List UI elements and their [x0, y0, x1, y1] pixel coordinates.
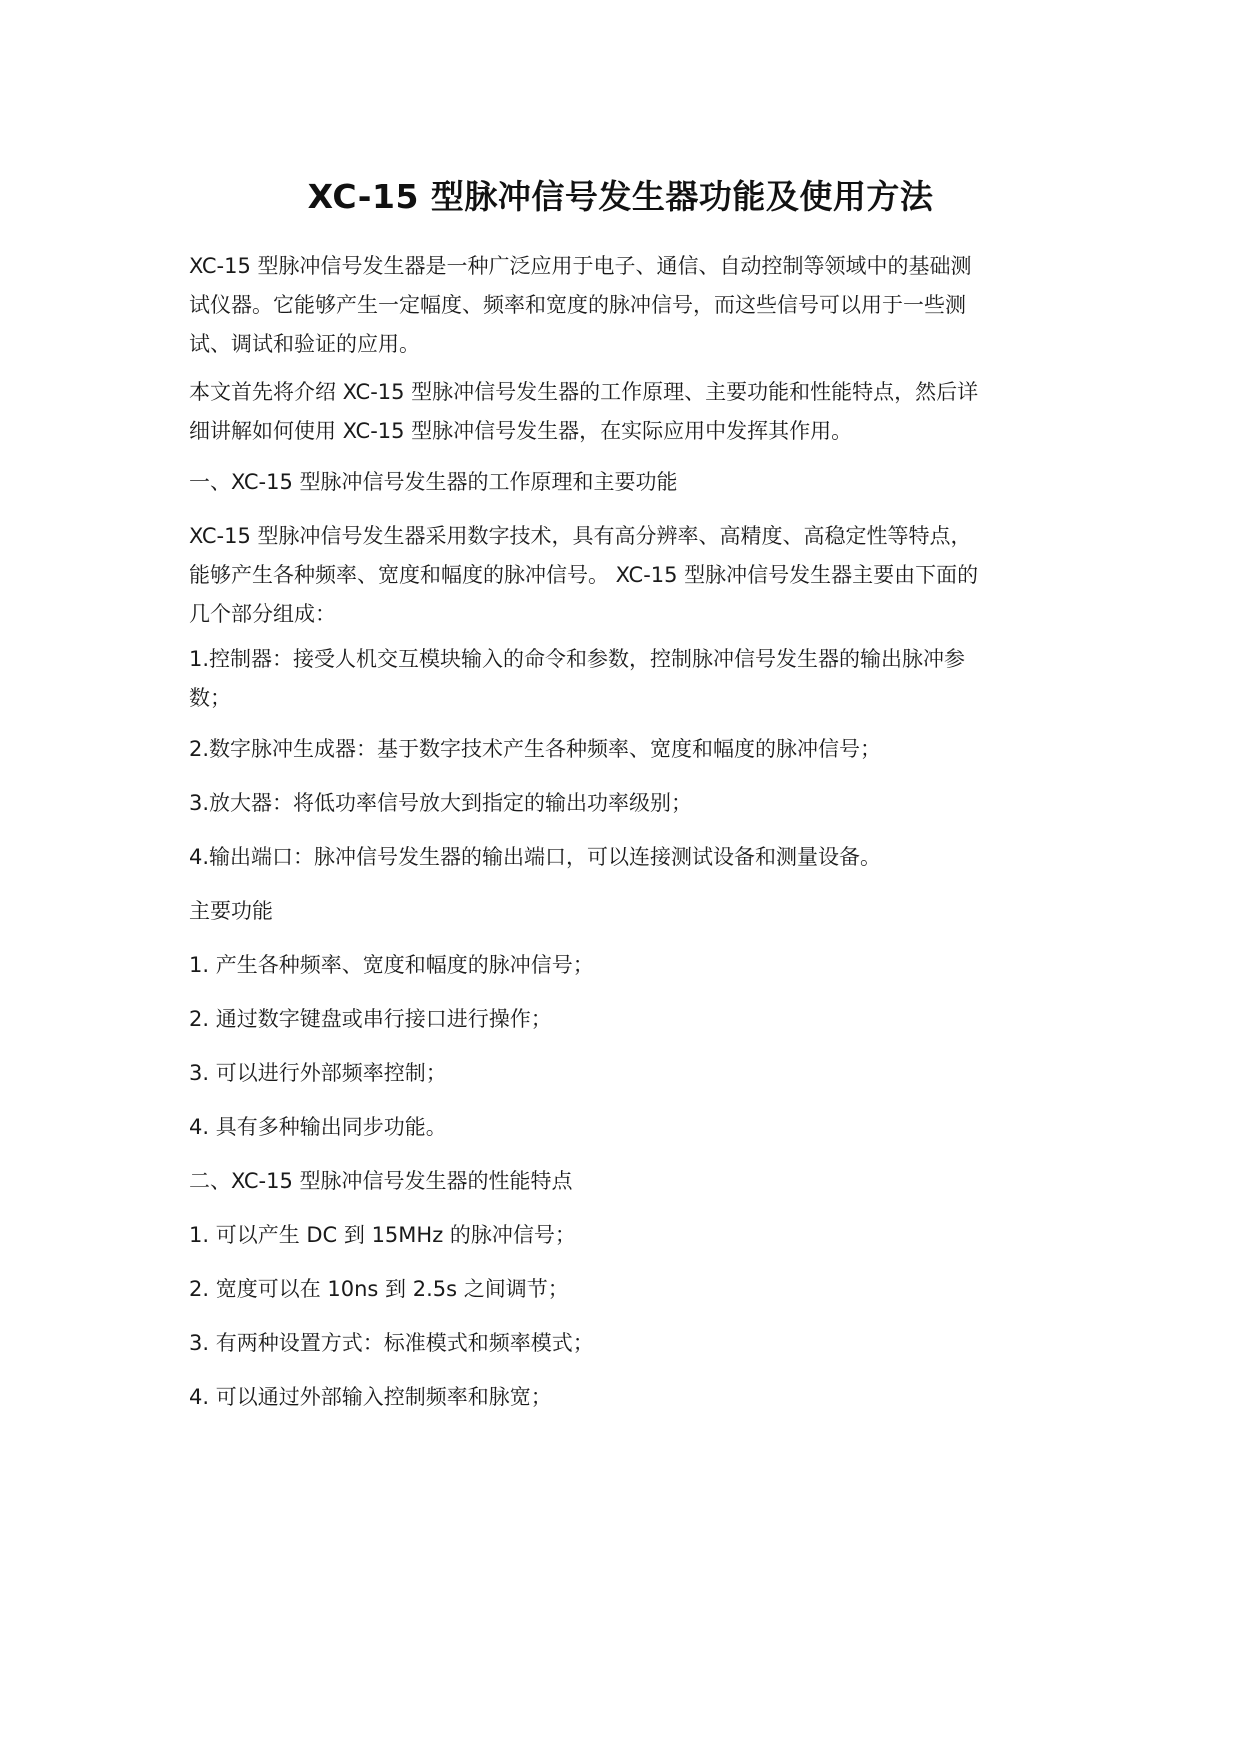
paragraph-line: 2. 宽度可以在 10ns 到 2.5s 之间调节；: [189, 1277, 569, 1301]
section-heading-1: [189, 463, 1051, 502]
list-item: [189, 1000, 1051, 1039]
paragraph-line: 1.控制器：接受人机交互模块输入的命令和参数，控制脉冲信号发生器的输出脉冲参: [189, 647, 966, 671]
paragraph-line: 3. 可以进行外部频率控制；: [189, 1061, 447, 1085]
paragraph-line: XC-15 型脉冲信号发生器是一种广泛应用于电子、通信、自动控制等领域中的基础测: [189, 254, 972, 278]
paragraph-line: 4.输出端口：脉冲信号发生器的输出端口，可以连接测试设备和测量设备。: [189, 845, 882, 869]
paragraph-line: 二、XC-15 型脉冲信号发生器的性能特点: [189, 1169, 573, 1193]
list-item: [189, 946, 1051, 985]
list-item: [189, 1054, 1051, 1093]
list-item-output-port: [189, 838, 1051, 877]
paragraph-line: 能够产生各种频率、宽度和幅度的脉冲信号。 XC-15 型脉冲信号发生器主要由下面的: [189, 563, 979, 587]
paragraph-line: 3.放大器：将低功率信号放大到指定的输出功率级别；: [189, 791, 693, 815]
paragraph-line: 4. 具有多种输出同步功能。: [189, 1115, 447, 1139]
paragraph-intro: [189, 247, 1051, 364]
paragraph-line: 几个部分组成：: [189, 602, 336, 626]
list-item: [189, 1324, 1051, 1363]
paragraph-principle: [189, 517, 1051, 634]
paragraph-line: 1. 可以产生 DC 到 15MHz 的脉冲信号；: [189, 1223, 576, 1247]
list-item-amplifier: [189, 784, 1051, 823]
paragraph-line: 试仪器。它能够产生一定幅度、频率和宽度的脉冲信号，而这些信号可以用于一些测: [189, 293, 966, 317]
paragraph-line: 2. 通过数字键盘或串行接口进行操作；: [189, 1007, 552, 1031]
list-item-pulse-generator: [189, 730, 1051, 769]
paragraph-line: 细讲解如何使用 XC-15 型脉冲信号发生器，在实际应用中发挥其作用。: [189, 419, 853, 443]
paragraph-line: 4. 可以通过外部输入控制频率和脉宽；: [189, 1385, 552, 1409]
paragraph-line: 2.数字脉冲生成器：基于数字技术产生各种频率、宽度和幅度的脉冲信号；: [189, 737, 882, 761]
paragraph-line: 一、XC-15 型脉冲信号发生器的工作原理和主要功能: [189, 470, 678, 494]
list-item: [189, 1378, 1051, 1417]
section-heading-2: [189, 1162, 1051, 1201]
paragraph-line: 3. 有两种设置方式：标准模式和频率模式；: [189, 1331, 594, 1355]
paragraph-line: 试、调试和验证的应用。: [189, 332, 420, 356]
paragraph-overview: [189, 373, 1051, 451]
list-item: [189, 1108, 1051, 1147]
list-item-controller: [189, 640, 1051, 718]
paragraph-line: 主要功能: [189, 899, 273, 923]
paragraph-line: 数；: [189, 686, 231, 710]
paragraph-line: XC-15 型脉冲信号发生器采用数字技术，具有高分辨率、高精度、高稳定性等特点，: [189, 524, 972, 548]
page-title: XC-15 型脉冲信号发生器功能及使用方法: [307, 177, 934, 216]
paragraph-line: 本文首先将介绍 XC-15 型脉冲信号发生器的工作原理、主要功能和性能特点，然后详: [189, 380, 979, 404]
subheading-main-functions: [189, 892, 1051, 931]
paragraph-line: 1. 产生各种频率、宽度和幅度的脉冲信号；: [189, 953, 594, 977]
list-item: [189, 1216, 1051, 1255]
list-item: [189, 1270, 1051, 1309]
